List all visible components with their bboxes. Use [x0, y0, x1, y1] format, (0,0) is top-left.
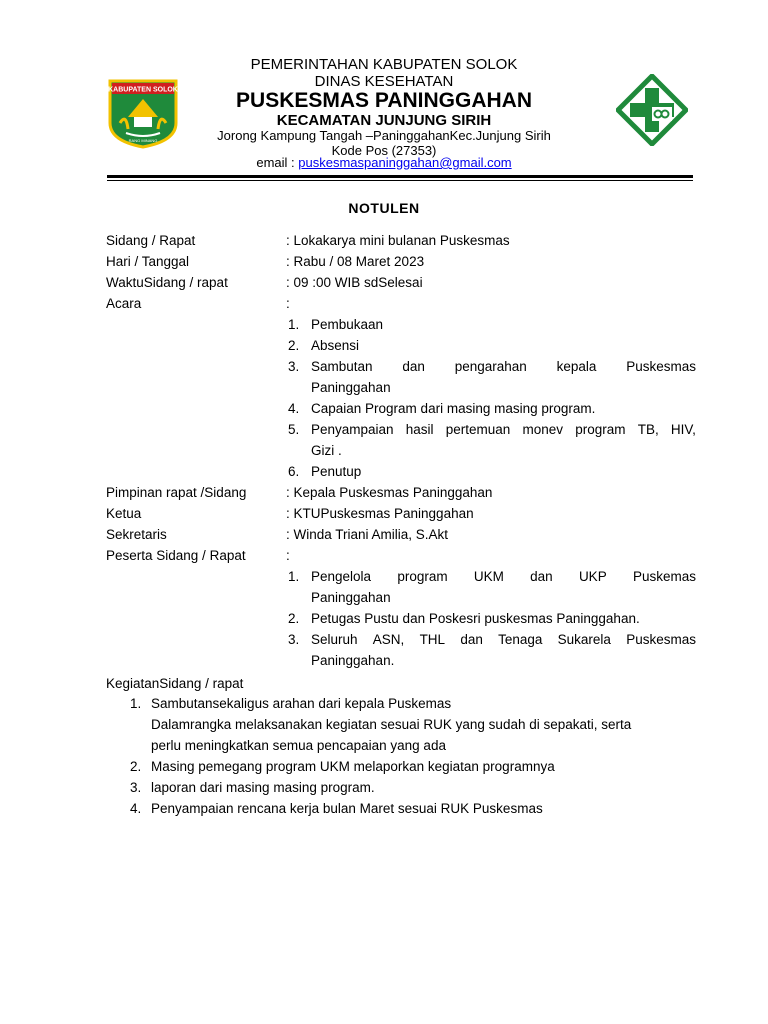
acara-item: Penyampaian hasil pertemuan monev program TB, HIV, — [311, 422, 696, 437]
letterhead-postcode: Kode Pos (27353) — [331, 143, 437, 158]
letterhead-puskesmas: PUSKESMAS PANINGGAHAN — [236, 89, 532, 112]
letterhead-email — [0, 155, 768, 170]
ketua-label: Ketua — [106, 506, 142, 521]
acara-number: 1. — [288, 317, 300, 332]
waktu-value: : 09 :00 WIB sdSelesai — [286, 275, 423, 290]
acara-number: 2. — [288, 338, 300, 353]
letterhead-rule-thick — [107, 175, 693, 178]
email-label: email : — [256, 155, 299, 170]
pimpinan-value: : Kepala Puskesmas Paninggahan — [286, 485, 493, 500]
kegiatan-item: Masing pemegang program UKM melaporkan kegiatan programnya — [151, 759, 555, 774]
acara-item-continued: Paninggahan — [311, 380, 391, 395]
kegiatan-number: 4. — [130, 801, 142, 816]
kegiatan-item: Sambutansekaligus arahan dari kepala Puskemas — [151, 696, 452, 711]
acara-item: Absensi — [311, 338, 360, 353]
logo-left-motto: RANG MINANG — [128, 138, 158, 143]
acara-label: Acara — [106, 296, 142, 311]
peserta-value: : — [286, 548, 290, 563]
waktu-label: WaktuSidang / rapat — [106, 275, 228, 290]
pimpinan-label: Pimpinan rapat /Sidang — [106, 485, 247, 500]
acara-number: 3. — [288, 359, 300, 374]
email-link[interactable]: puskesmaspaninggahan@gmail.com — [298, 155, 512, 170]
acara-item-continued: Gizi . — [311, 443, 342, 458]
acara-item: Pembukaan — [311, 317, 384, 332]
letterhead-rule-thin — [107, 180, 693, 181]
acara-item: Capaian Program dari masing masing program. — [311, 401, 596, 416]
peserta-item: Pengelola program UKM dan UKP Puskemas — [311, 569, 696, 584]
peserta-number: 3. — [288, 632, 300, 647]
kegiatan-item-detail: perlu meningkatkan semua pencapaian yang ada — [151, 738, 446, 753]
acara-number: 5. — [288, 422, 300, 437]
sekretaris-value: : Winda Triani Amilia, S.Akt — [286, 527, 449, 542]
acara-number: 6. — [288, 464, 300, 479]
acara-number: 4. — [288, 401, 300, 416]
kegiatan-item: laporan dari masing masing program. — [151, 780, 375, 795]
sidang-label: Sidang / Rapat — [106, 233, 196, 248]
kegiatan-number: 2. — [130, 759, 142, 774]
sekretaris-label: Sekretaris — [106, 527, 167, 542]
kegiatan-number: 3. — [130, 780, 142, 795]
peserta-number: 2. — [288, 611, 300, 626]
acara-item: Sambutan dan pengarahan kepala Puskesmas — [311, 359, 696, 374]
kegiatan-label: KegiatanSidang / rapat — [106, 676, 244, 691]
acara-item: Penutup — [311, 464, 362, 479]
kegiatan-item: Penyampaian rencana kerja bulan Maret sesuai RUK Puskesmas — [151, 801, 543, 816]
document-title: NOTULEN — [348, 200, 420, 216]
logo-left-banner-text: KABUPATEN SOLOK — [108, 86, 178, 94]
peserta-item: Petugas Pustu dan Poskesri puskesmas Paninggahan. — [311, 611, 640, 626]
ketua-value: : KTUPuskesmas Paninggahan — [286, 506, 474, 521]
kegiatan-item-detail: Dalamrangka melaksanakan kegiatan sesuai RUK yang sudah di sepakati, serta — [151, 717, 632, 732]
letterhead-address: Jorong Kampung Tangah –PaninggahanKec.Junjung Sirih — [217, 128, 551, 143]
sidang-value: : Lokakarya mini bulanan Puskesmas — [286, 233, 510, 248]
letterhead-government: PEMERINTAHAN KABUPATEN SOLOK — [250, 56, 518, 73]
acara-value: : — [286, 296, 290, 311]
peserta-item-continued: Paninggahan. — [311, 653, 395, 668]
letterhead-kecamatan: KECAMATAN JUNJUNG SIRIH — [276, 112, 492, 129]
hari-value: : Rabu / 08 Maret 2023 — [286, 254, 425, 269]
peserta-item: Seluruh ASN, THL dan Tenaga Sukarela Puskesmas — [311, 632, 696, 647]
peserta-item-continued: Paninggahan — [311, 590, 391, 605]
peserta-label: Peserta Sidang / Rapat — [106, 548, 246, 563]
hari-label: Hari / Tanggal — [106, 254, 190, 269]
kegiatan-number: 1. — [130, 696, 142, 711]
peserta-number: 1. — [288, 569, 300, 584]
letterhead-department: DINAS KESEHATAN — [314, 73, 454, 90]
